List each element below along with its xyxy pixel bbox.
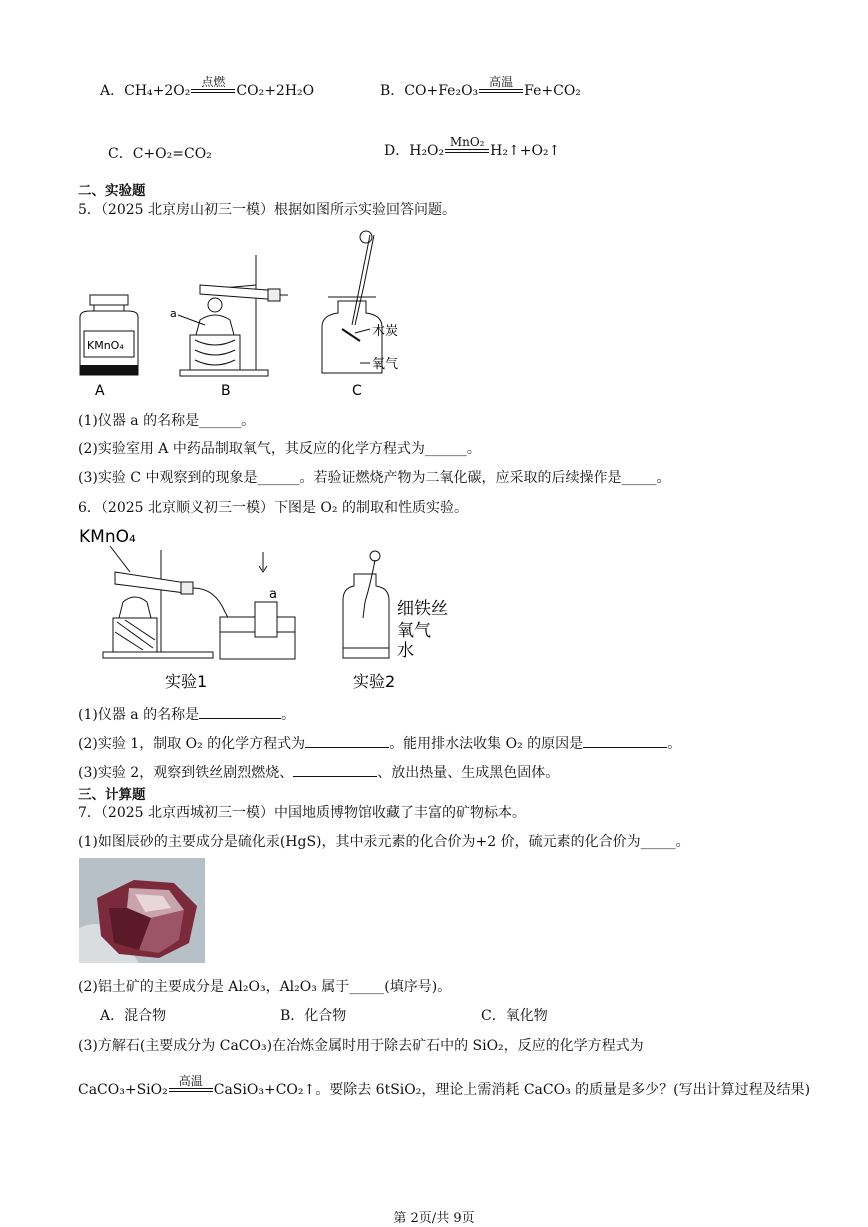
equation-rhs: Fe+CO₂ <box>524 83 581 99</box>
section-title: 三、计算题 <box>78 787 146 803</box>
reaction-arrow <box>169 1075 213 1092</box>
option-letter: D． <box>384 143 410 159</box>
label-iron-wire: 细铁丝 <box>397 599 448 619</box>
exp2-jar <box>343 551 389 658</box>
reaction-condition: 高温 <box>178 1073 203 1088</box>
label-b: B <box>221 383 231 399</box>
q7-part1: (1)如图辰砂的主要成分是硫化汞(HgS)，其中汞元素的化合价为+2 价，硫元素的化合价为_____。 <box>78 834 690 850</box>
equation-lhs: CaCO₃+SiO₂ <box>78 1082 168 1098</box>
equation-rhs: H₂↑+O₂↑ <box>490 143 561 159</box>
label-oxygen: 氧气 <box>397 621 431 641</box>
text: (1)仪器 a 的名称是 <box>78 707 200 723</box>
text: (2)实验 1，制取 O₂ 的化学方程式为 <box>78 736 306 752</box>
option-d <box>384 134 561 160</box>
question-6-stem: 6．（2025 北京顺义初三一模）下图是 O₂ 的制取和性质实验。 <box>78 500 468 516</box>
q7-option-c: C．氧化物 <box>481 1008 548 1024</box>
equation-lhs: H₂O₂ <box>409 143 445 159</box>
label-water: 水 <box>397 641 414 661</box>
text: 。 <box>667 736 682 752</box>
reaction-condition: MnO₂ <box>449 134 485 149</box>
option-a <box>100 74 315 100</box>
q7-part3: (3)方解石(主要成分为 CaCO₃)在冶炼金属时用于除去矿石中的 SiO₂，反应的化学方程式为 <box>78 1038 644 1054</box>
q6-part2 <box>78 733 681 753</box>
label-instrument-a: a <box>170 307 177 320</box>
q6-part1 <box>78 704 295 724</box>
label-exp1: 实验1 <box>165 672 208 691</box>
reaction-arrow <box>191 76 235 93</box>
page-footer: 第 2页/共 9页 <box>393 1211 475 1226</box>
q7-option-a: A．混合物 <box>100 1008 167 1024</box>
q6-figure <box>75 522 465 694</box>
option-c <box>108 143 212 163</box>
question-5-stem: 5．（2025 北京房山初三一模）根据如图所示实验回答问题。 <box>78 202 456 218</box>
q5-part2: (2)实验室用 A 中药品制取氧气，其反应的化学方程式为______。 <box>78 441 481 457</box>
reaction-arrow <box>445 136 489 153</box>
cinnabar-photo <box>79 858 205 963</box>
q5-part3: (3)实验 C 中观察到的现象是______。若验证燃烧产物为二氧化碳，应采取的后续操作是_____。 <box>78 470 671 486</box>
text: (3)实验 2，观察到铁丝剧烈燃烧、 <box>78 765 294 781</box>
reaction-condition: 高温 <box>489 74 514 89</box>
question-text: 。要除去 6tSiO₂，理论上需消耗 CaCO₃ 的质量是多少？(写出计算过程及结果) <box>315 1082 811 1098</box>
equation-rhs: CO₂+2H₂O <box>236 83 315 99</box>
answer-blank <box>293 764 377 777</box>
reaction-arrow <box>479 76 523 93</box>
label-charcoal: 木炭 <box>372 324 399 339</box>
q6-part3 <box>78 762 559 782</box>
text: 。能用排水法收集 O₂ 的原因是 <box>389 736 584 752</box>
equation: C+O₂=CO₂ <box>132 146 212 162</box>
answer-blank <box>199 706 281 719</box>
option-letter: B． <box>380 83 405 99</box>
label-oxygen: 氧气 <box>372 357 399 372</box>
option-letter: C． <box>108 146 133 162</box>
bottle-label: KMnO₄ <box>87 339 124 352</box>
label-a: A <box>95 383 105 399</box>
option-letter: A． <box>100 83 125 99</box>
reagent-bottle <box>80 295 138 375</box>
equation-lhs: CO+Fe₂O₃ <box>404 83 479 99</box>
answer-blank <box>305 735 389 748</box>
q7-option-b: B．化合物 <box>280 1008 347 1024</box>
label-kmno4: KMnO₄ <box>79 527 136 547</box>
reaction-condition: 点燃 <box>201 74 226 89</box>
question-7-stem: 7．（2025 北京西城初三一模）中国地质博物馆收藏了丰富的矿物标本。 <box>78 805 526 821</box>
section-title: 二、实验题 <box>78 183 146 199</box>
q5-part1: (1)仪器 a 的名称是______。 <box>78 413 256 429</box>
exp1-apparatus <box>103 550 295 659</box>
q7-part2: (2)铝土矿的主要成分是 Al₂O₃，Al₂O₃ 属于_____(填序号)。 <box>78 979 452 995</box>
heating-apparatus <box>180 255 288 376</box>
equation-rhs: CaSiO₃+CO₂↑ <box>213 1082 316 1098</box>
q7-equation-line <box>78 1073 811 1099</box>
answer-blank <box>583 735 667 748</box>
text: 。 <box>281 707 296 723</box>
equation-lhs: CH₄+2O₂ <box>124 83 191 99</box>
text: 、放出热量、生成黑色固体。 <box>377 765 560 781</box>
option-b <box>380 74 581 100</box>
q5-figure <box>70 225 450 400</box>
label-exp2: 实验2 <box>353 672 396 691</box>
label-c: C <box>352 383 362 399</box>
label-instrument-a: a <box>269 587 277 602</box>
oxygen-jar <box>322 231 382 373</box>
